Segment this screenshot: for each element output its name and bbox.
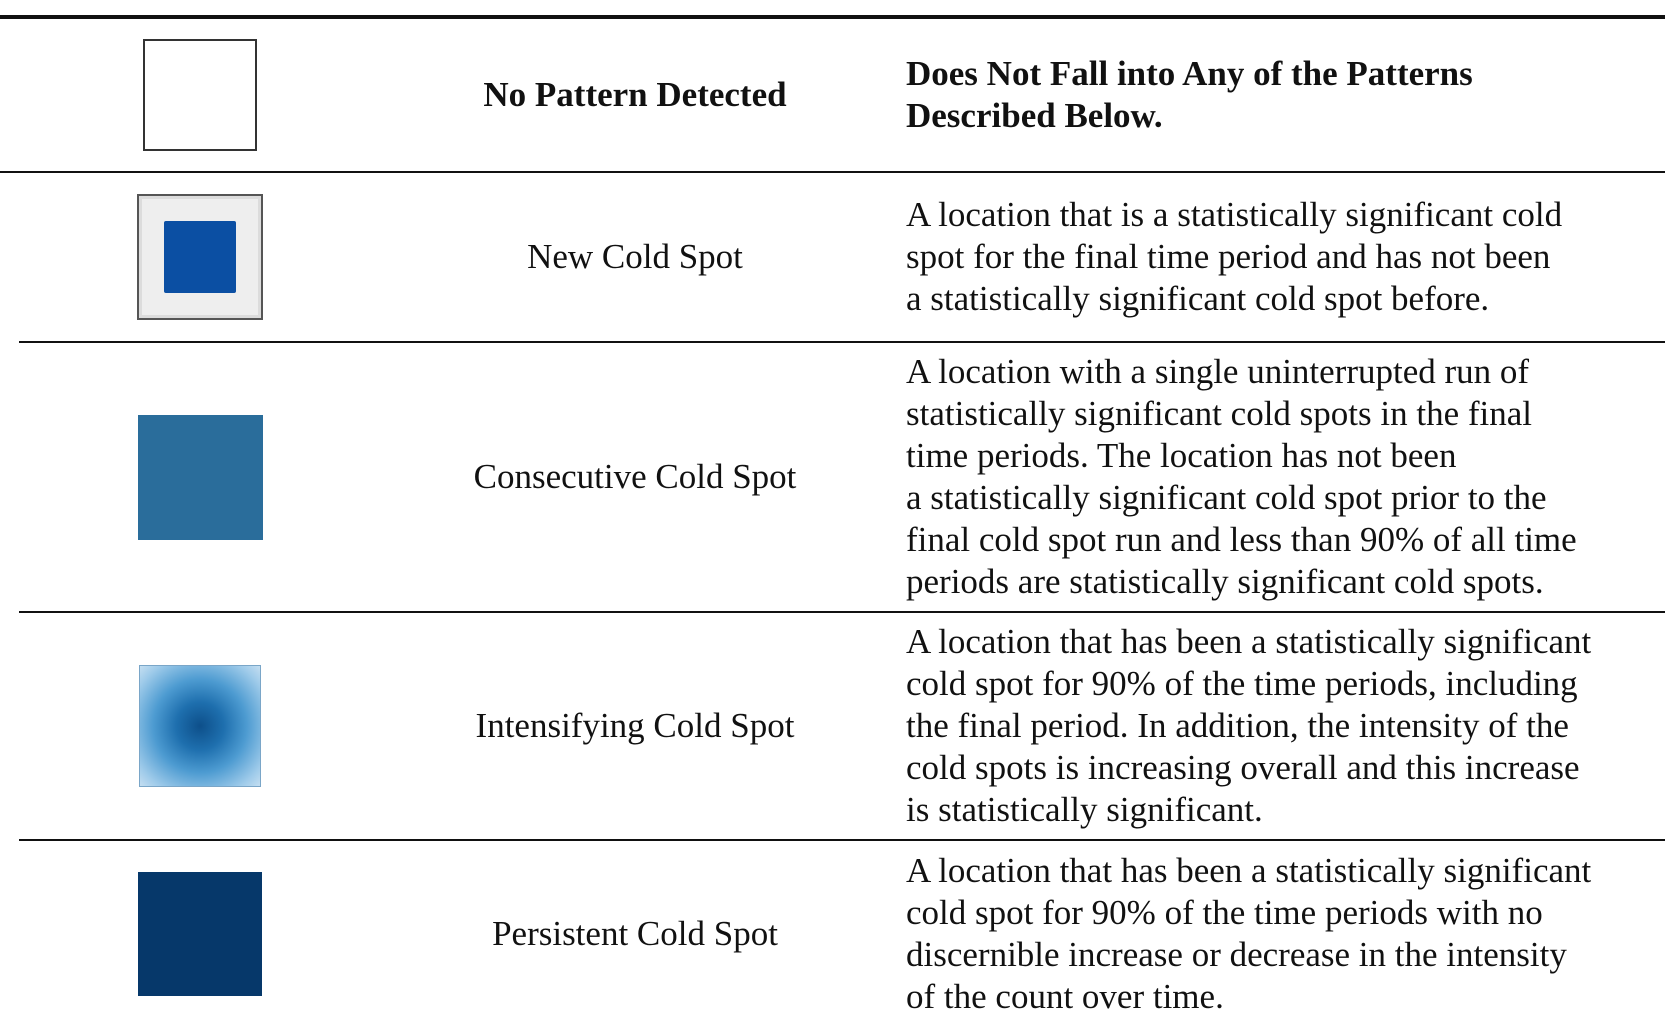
legend-row-no-pattern: [0, 19, 1665, 171]
pattern-description: [906, 841, 1661, 1027]
pattern-description-text: A location that has been a statistically significant cold spot for 90% of the time periods with no discernible increase or decrease in the intensity of the count over time.: [906, 851, 1592, 1016]
pattern-name: [395, 19, 875, 171]
legend-row-consecutive-cold-spot: [0, 343, 1665, 611]
swatch-cell: [120, 173, 280, 341]
pattern-name-text: New Cold Spot: [527, 237, 743, 276]
inner-square-icon: [164, 221, 236, 293]
pattern-name: [395, 343, 875, 611]
gradient-square-icon: [139, 665, 261, 787]
legend-row-persistent-cold-spot: [0, 841, 1665, 1027]
pattern-description-text: A location that is a statistically significant cold spot for the final time period and has not been a statistically significant cold spot before.: [906, 195, 1563, 318]
pattern-description-text: A location with a single uninterrupted run of statistically significant cold spots in the final time periods. The location has not been a statistically significant cold spot prior to the final cold spot run and less than 90% of all time periods are statistically significant cold spots.: [906, 352, 1577, 601]
legend-row-intensifying-cold-spot: [0, 613, 1665, 839]
pattern-description-text: Does Not Fall into Any of the Patterns Described Below.: [906, 54, 1473, 135]
legend-row-new-cold-spot: [0, 173, 1665, 341]
solid-square-icon: [138, 415, 263, 540]
swatch-cell: [120, 841, 280, 1027]
swatch-cell: [120, 19, 280, 171]
pattern-name-text: Persistent Cold Spot: [492, 914, 778, 953]
solid-square-icon: [138, 872, 262, 996]
pattern-name: [395, 841, 875, 1027]
pattern-description: [906, 343, 1661, 611]
empty-square-icon: [143, 39, 257, 151]
pattern-description-text: A location that has been a statistically significant cold spot for 90% of the time periods, including the final period. In addition, the intensity of the cold spots is increasing overall and this increase is statistically significant.: [906, 622, 1592, 829]
swatch-cell: [120, 613, 280, 839]
pattern-name: [395, 613, 875, 839]
swatch-cell: [120, 343, 280, 611]
framed-square-icon: [137, 194, 263, 320]
pattern-description: [906, 19, 1661, 171]
pattern-name: [395, 173, 875, 341]
pattern-name-text: Intensifying Cold Spot: [475, 706, 795, 745]
pattern-name-text: No Pattern Detected: [483, 75, 787, 114]
pattern-name-text: Consecutive Cold Spot: [473, 457, 797, 496]
pattern-description: [906, 613, 1661, 839]
pattern-description: [906, 173, 1661, 341]
